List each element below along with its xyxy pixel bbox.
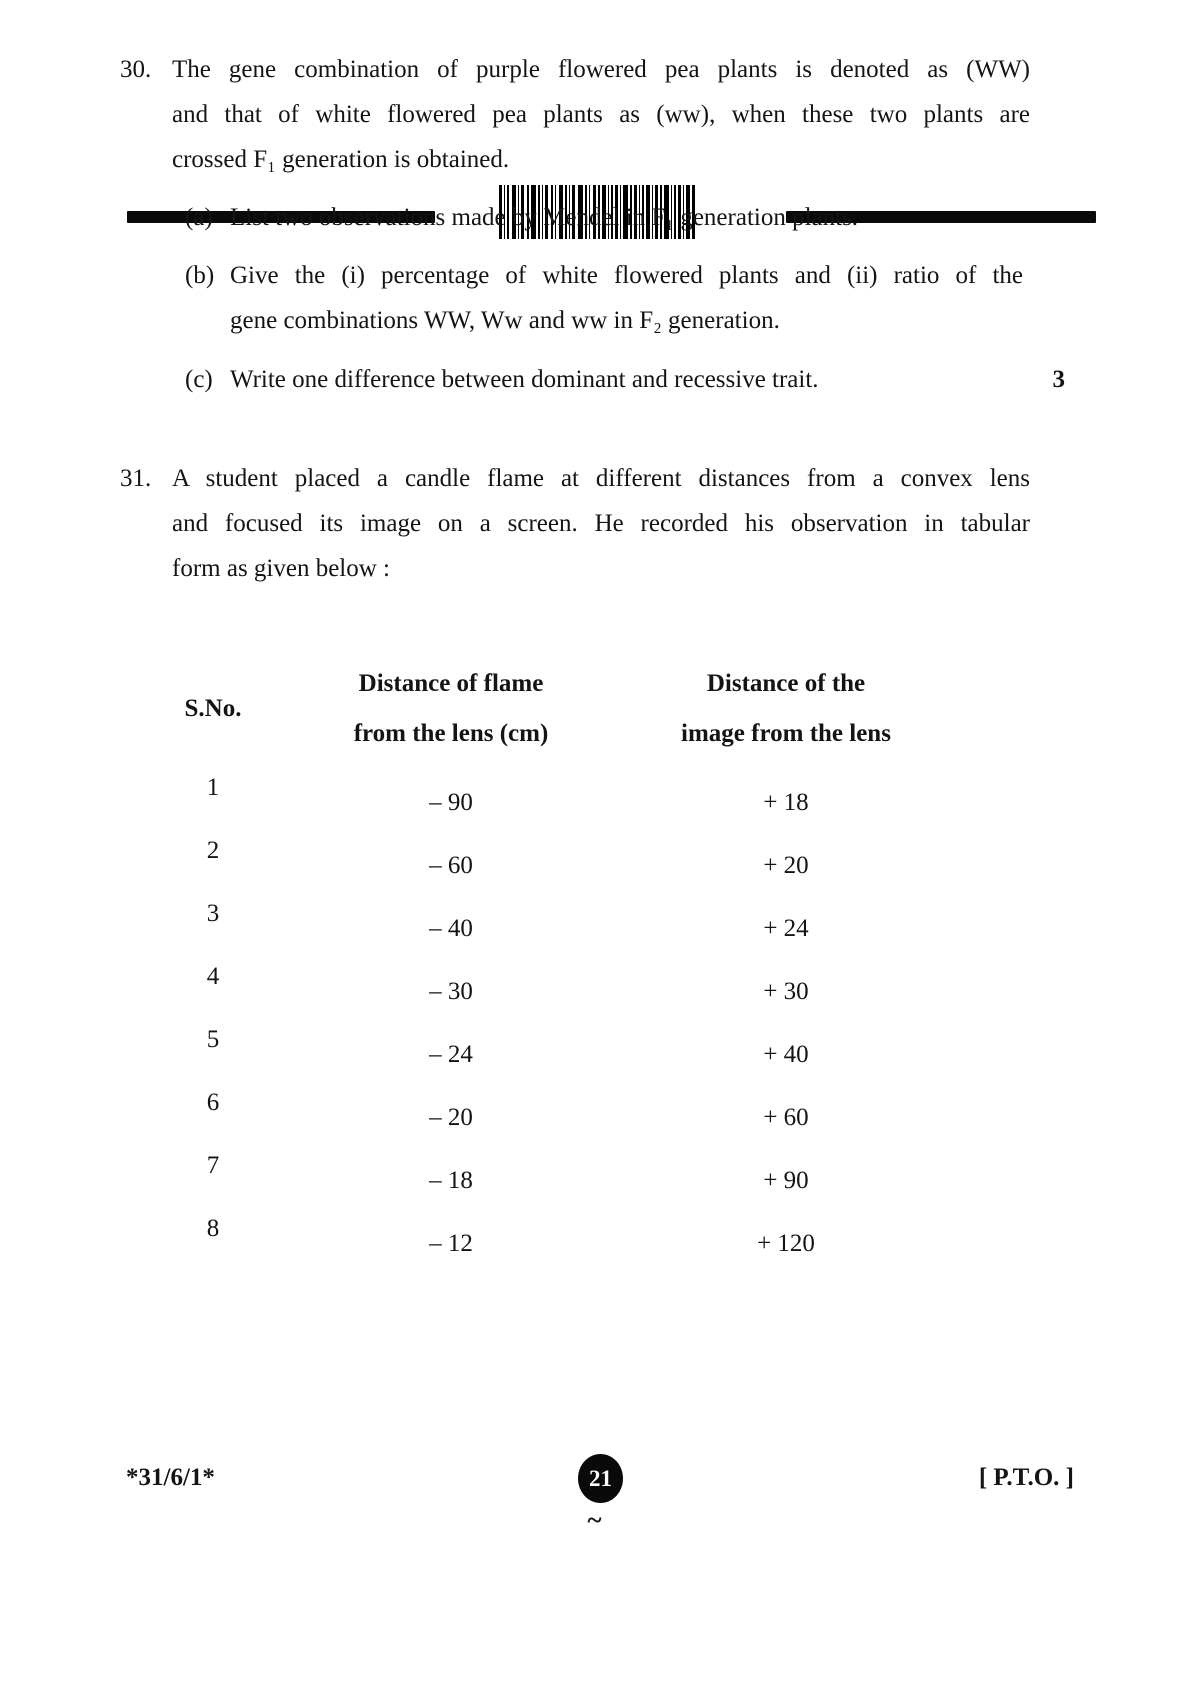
header-sno: S.No. bbox=[184, 695, 242, 722]
part-a-text: List two observations made by Mendel in F₁ generation plants. bbox=[230, 204, 859, 231]
table-row bbox=[150, 1088, 1096, 1151]
question-30-part-b bbox=[185, 253, 1065, 343]
question-31 bbox=[120, 456, 1065, 591]
part-b-label: (b) bbox=[185, 262, 215, 289]
row-flame-distance: – 90 bbox=[429, 789, 473, 816]
question-31-number: 31. bbox=[120, 465, 152, 492]
page-number-badge bbox=[578, 1454, 623, 1503]
header-image-line-1: Distance of the bbox=[706, 670, 866, 697]
pto-label: [ P.T.O. ] bbox=[978, 1464, 1074, 1491]
header-flame-line-2: from the lens (cm) bbox=[353, 720, 549, 747]
question-31-line-2: and focused its image on a screen. He recorded his observation in tabular bbox=[172, 510, 1030, 537]
header-image-line-2: image from the lens bbox=[681, 720, 891, 747]
part-b-marks bbox=[1023, 253, 1065, 343]
part-c-marks: 3 bbox=[1052, 366, 1065, 393]
row-flame-distance: – 18 bbox=[429, 1167, 473, 1194]
part-b-text-line-2: gene combinations WW, Ww and ww in F₂ generation. bbox=[230, 307, 780, 334]
table-row bbox=[150, 1151, 1096, 1214]
row-sno: 6 bbox=[206, 1089, 220, 1116]
paper-code: *31/6/1* bbox=[126, 1464, 215, 1491]
page-number: 21 bbox=[589, 1465, 612, 1491]
row-image-distance: + 24 bbox=[763, 915, 809, 942]
question-30-number: 30. bbox=[120, 56, 152, 83]
question-30-line-3: crossed F₁ generation is obtained. bbox=[172, 146, 510, 173]
part-a-marks bbox=[1023, 195, 1065, 240]
question-31-line-1: A student placed a candle flame at different distances from a convex lens bbox=[172, 465, 1030, 492]
header-image-distance bbox=[626, 659, 946, 759]
row-image-distance: + 90 bbox=[763, 1167, 809, 1194]
page-footer bbox=[0, 1452, 1190, 1508]
question-30-text bbox=[172, 47, 1030, 182]
table-row bbox=[150, 1214, 1096, 1277]
row-sno: 1 bbox=[206, 774, 220, 801]
row-sno: 2 bbox=[206, 837, 220, 864]
question-31-text bbox=[172, 456, 1030, 591]
part-b-text-line-1: Give the (i) percentage of white flowered plants and (ii) ratio of the bbox=[230, 262, 1023, 289]
question-30-part-a bbox=[185, 195, 1065, 240]
row-flame-distance: – 20 bbox=[429, 1104, 473, 1131]
row-flame-distance: – 12 bbox=[429, 1230, 473, 1257]
row-image-distance: + 120 bbox=[757, 1230, 815, 1257]
table-row bbox=[150, 1025, 1096, 1088]
table-row bbox=[150, 899, 1096, 962]
part-a-label: (a) bbox=[185, 204, 213, 231]
table-row bbox=[150, 836, 1096, 899]
question-31-line-3: form as given below : bbox=[172, 555, 391, 582]
row-image-distance: + 20 bbox=[763, 852, 809, 879]
question-30-line-1: The gene combination of purple flowered pea plants is denoted as (WW) bbox=[172, 56, 1030, 83]
row-flame-distance: – 30 bbox=[429, 978, 473, 1005]
row-sno: 4 bbox=[206, 963, 220, 990]
part-c-text: Write one difference between dominant and recessive trait. bbox=[230, 366, 819, 393]
header-flame-distance bbox=[296, 659, 606, 759]
row-sno: 3 bbox=[206, 900, 220, 927]
row-image-distance: + 18 bbox=[763, 789, 809, 816]
squiggle-mark: ~ bbox=[587, 1505, 603, 1535]
row-image-distance: + 30 bbox=[763, 978, 809, 1005]
row-image-distance: + 60 bbox=[763, 1104, 809, 1131]
row-sno: 5 bbox=[206, 1026, 220, 1053]
question-30 bbox=[120, 47, 1065, 402]
row-sno: 7 bbox=[206, 1152, 220, 1179]
row-sno: 8 bbox=[206, 1215, 220, 1242]
part-c-label: (c) bbox=[185, 366, 213, 393]
row-image-distance: + 40 bbox=[763, 1041, 809, 1068]
question-30-line-2: and that of white flowered pea plants as (ww), when these two plants are bbox=[172, 101, 1030, 128]
question-30-part-c bbox=[185, 357, 1065, 402]
row-flame-distance: – 24 bbox=[429, 1041, 473, 1068]
table-row bbox=[150, 773, 1096, 836]
table-row bbox=[150, 962, 1096, 1025]
observation-table bbox=[150, 659, 1096, 1277]
table-header-row bbox=[150, 659, 1096, 759]
header-flame-line-1: Distance of flame bbox=[358, 670, 544, 697]
table-body bbox=[150, 773, 1096, 1277]
row-flame-distance: – 60 bbox=[429, 852, 473, 879]
row-flame-distance: – 40 bbox=[429, 915, 473, 942]
